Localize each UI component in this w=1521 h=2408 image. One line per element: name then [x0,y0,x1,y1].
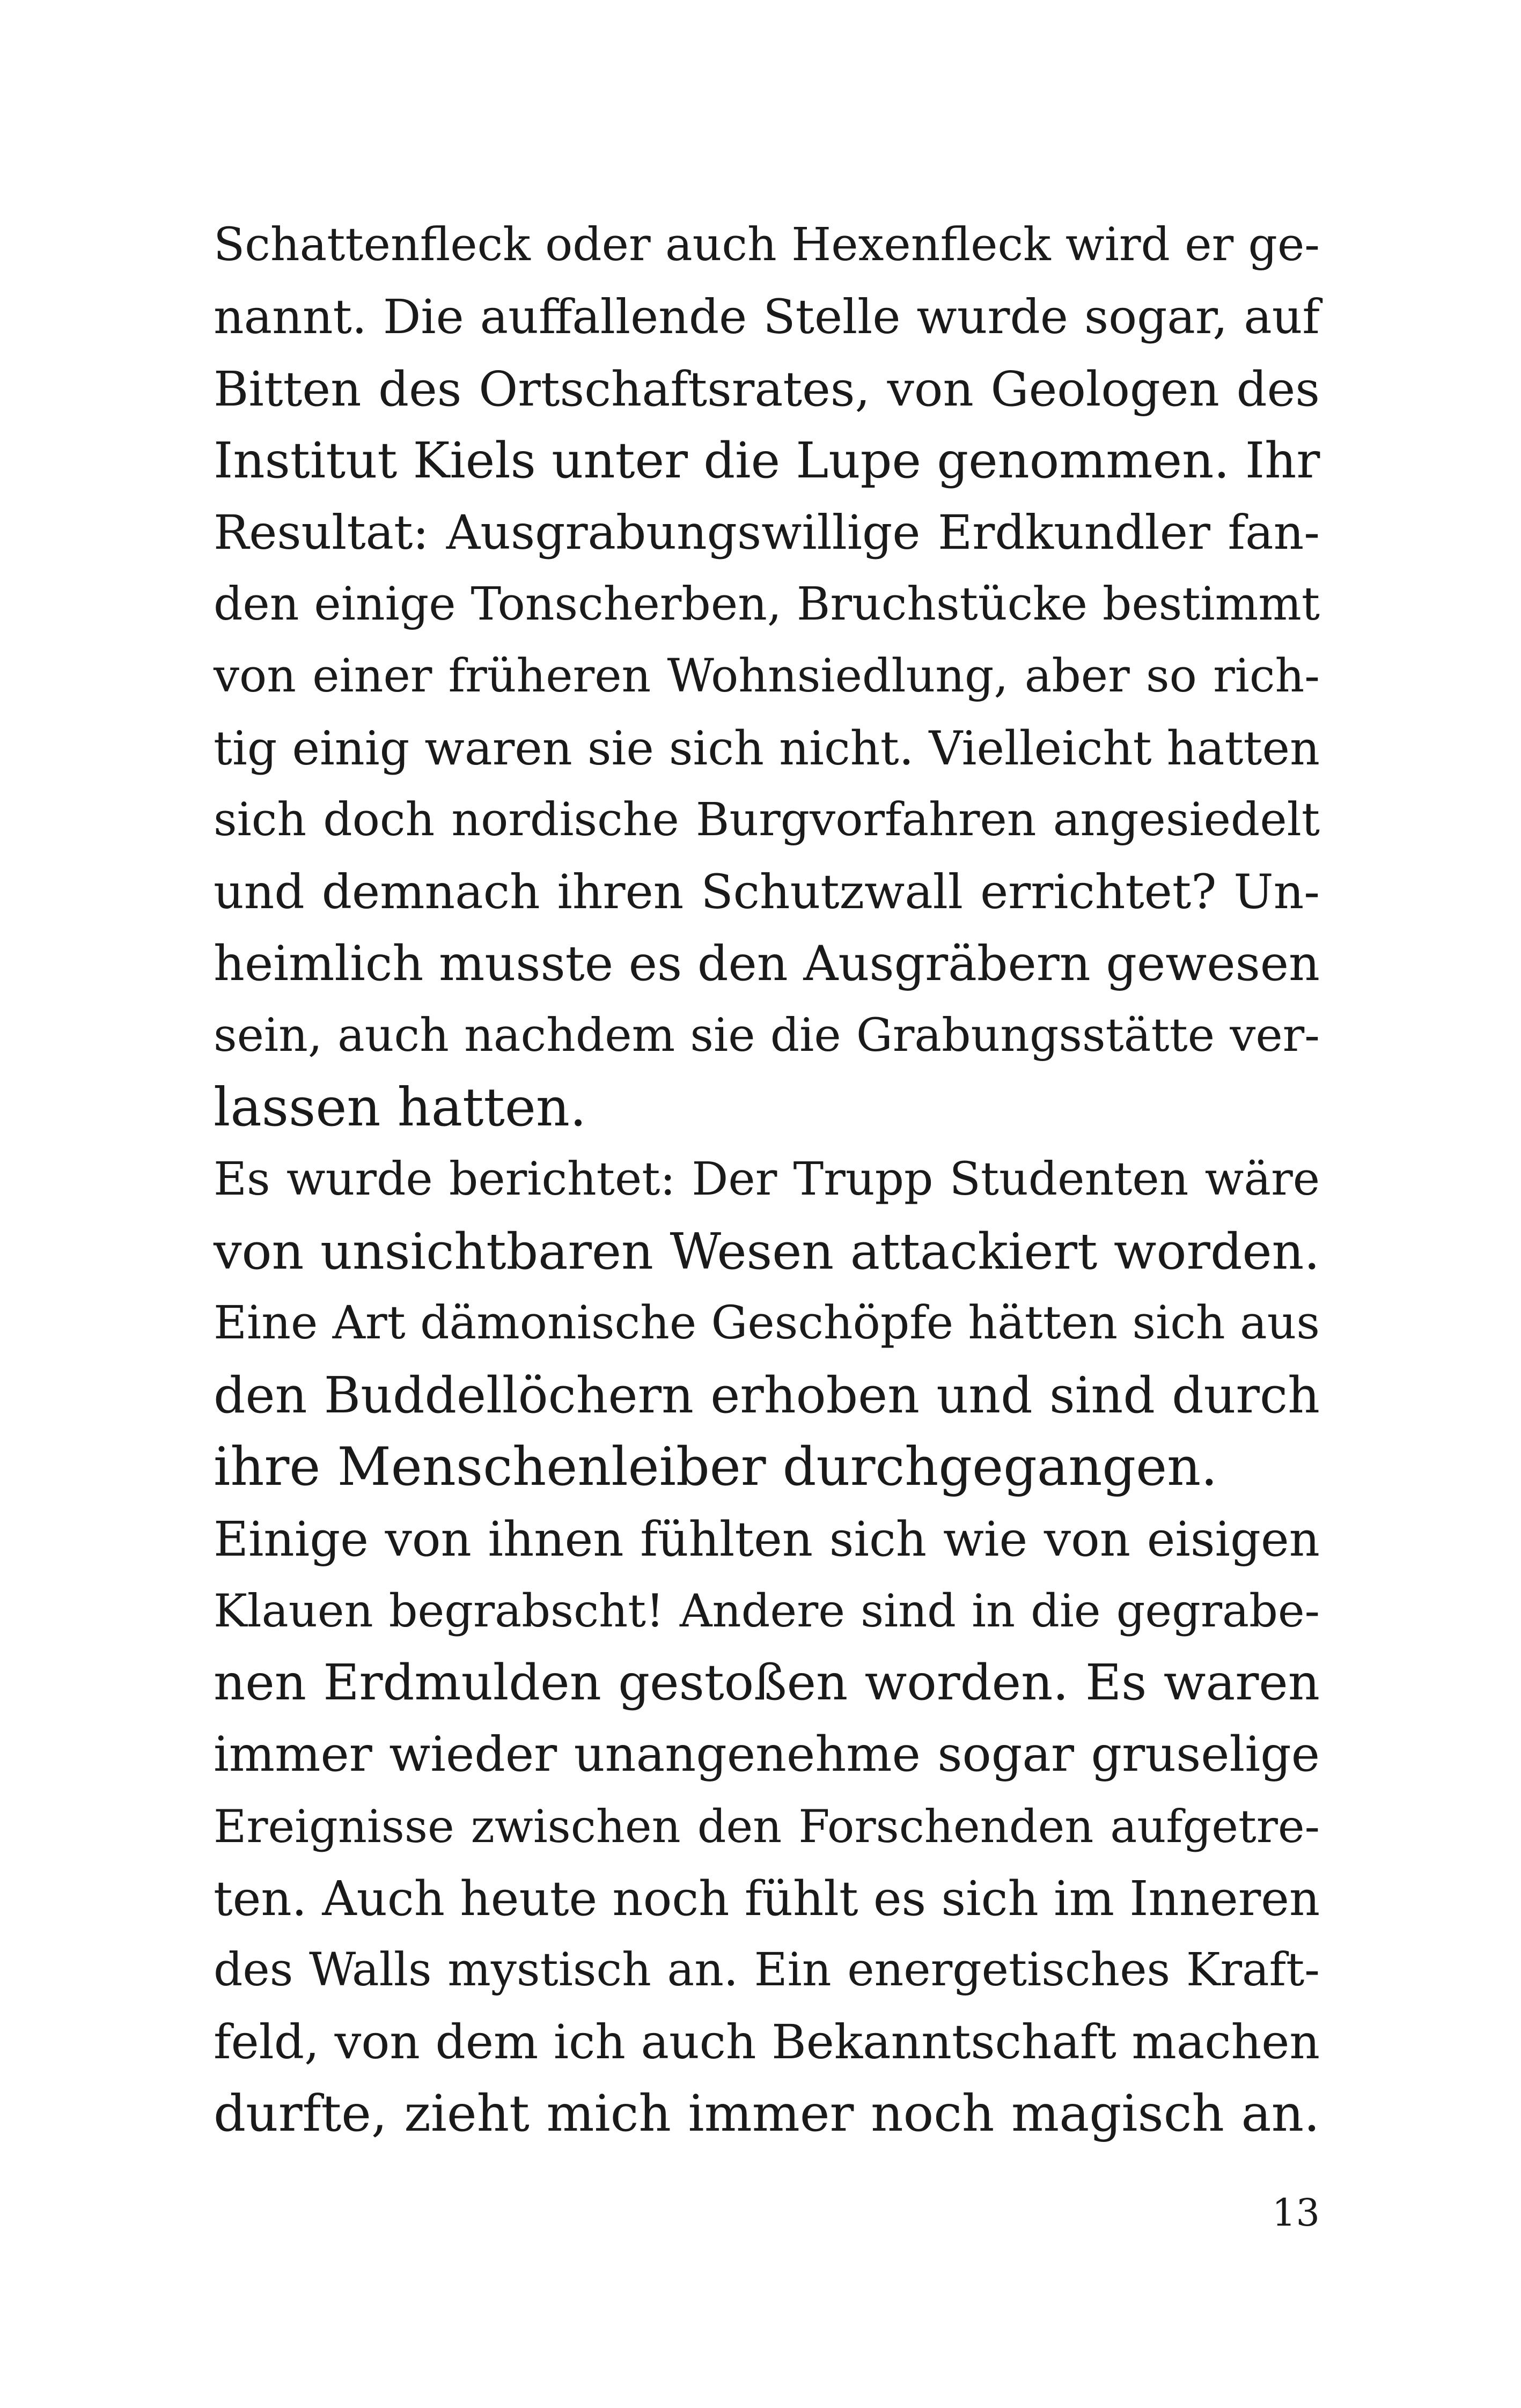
text-line: Klauen begrabscht! Andere sind in die gegrabe- [214,1585,1320,1637]
text-line: feld, von dem ich auch Bekanntschaft machen [214,2014,1320,2070]
body-text [214,209,1320,2150]
text-line: lassen hatten. [214,1077,587,1138]
page-number: 13 [1272,2191,1320,2235]
text-line: heimlich musste es den Ausgräbern gewesen [214,936,1320,992]
text-line: nannt. Die auffallende Stelle wurde sogar, auf [214,289,1320,344]
text-line: und demnach ihren Schutzwall errichtet? Un- [214,864,1320,919]
text-line: durfte, zieht mich immer noch magisch an. [214,2085,1320,2143]
text-line: Ereignisse zwischen den Forschenden aufgetre- [214,1800,1320,1853]
text-line: ten. Auch heute noch fühlt es sich im Inneren [214,1871,1320,1926]
text-line: Einige von ihnen fühlten sich wie von eisigen [214,1511,1320,1567]
text-line: Es wurde berichtet: Der Trupp Studenten wäre [214,1153,1320,1206]
text-line: sich doch nordische Burgvorfahren angesiedelt [214,793,1320,846]
text-line: den Buddellöchern erhoben und sind durch [214,1366,1320,1424]
text-line: des Walls mystisch an. Ein energetisches Kraft- [214,1943,1320,1997]
text-line: sein, auch nachdem sie die Grabungsstätte ver- [214,1009,1320,1062]
text-line: den einige Tonscherben, Bruchstücke bestimmt [214,578,1320,631]
text-line: Institut Kiels unter die Lupe genommen. Ihr [214,432,1320,489]
text-line: tig einig waren sie sich nicht. Vielleicht hatten [214,721,1320,776]
text-line: von einer früheren Wohnsiedlung, aber so rich- [214,650,1320,703]
text-line: Eine Art dämonische Geschöpfe hätten sich aus [214,1297,1320,1350]
text-line: nen Erdmulden gestoßen worden. Es waren [214,1654,1320,1711]
text-line: Resultat: Ausgrabungswillige Erdkundler fan- [214,505,1320,560]
text-line: Bitten des Ortschaftsrates, von Geologen des [214,361,1320,417]
text-line: von unsichtbaren Wesen attackiert worden. [214,1223,1320,1280]
text-line: immer wieder unangenehme sogar gruselige [214,1726,1320,1783]
text-line: ihre Menschenleiber durchgegangen. [214,1437,1218,1498]
text-line: Schattenfleck oder auch Hexenfleck wird er ge- [214,218,1320,271]
